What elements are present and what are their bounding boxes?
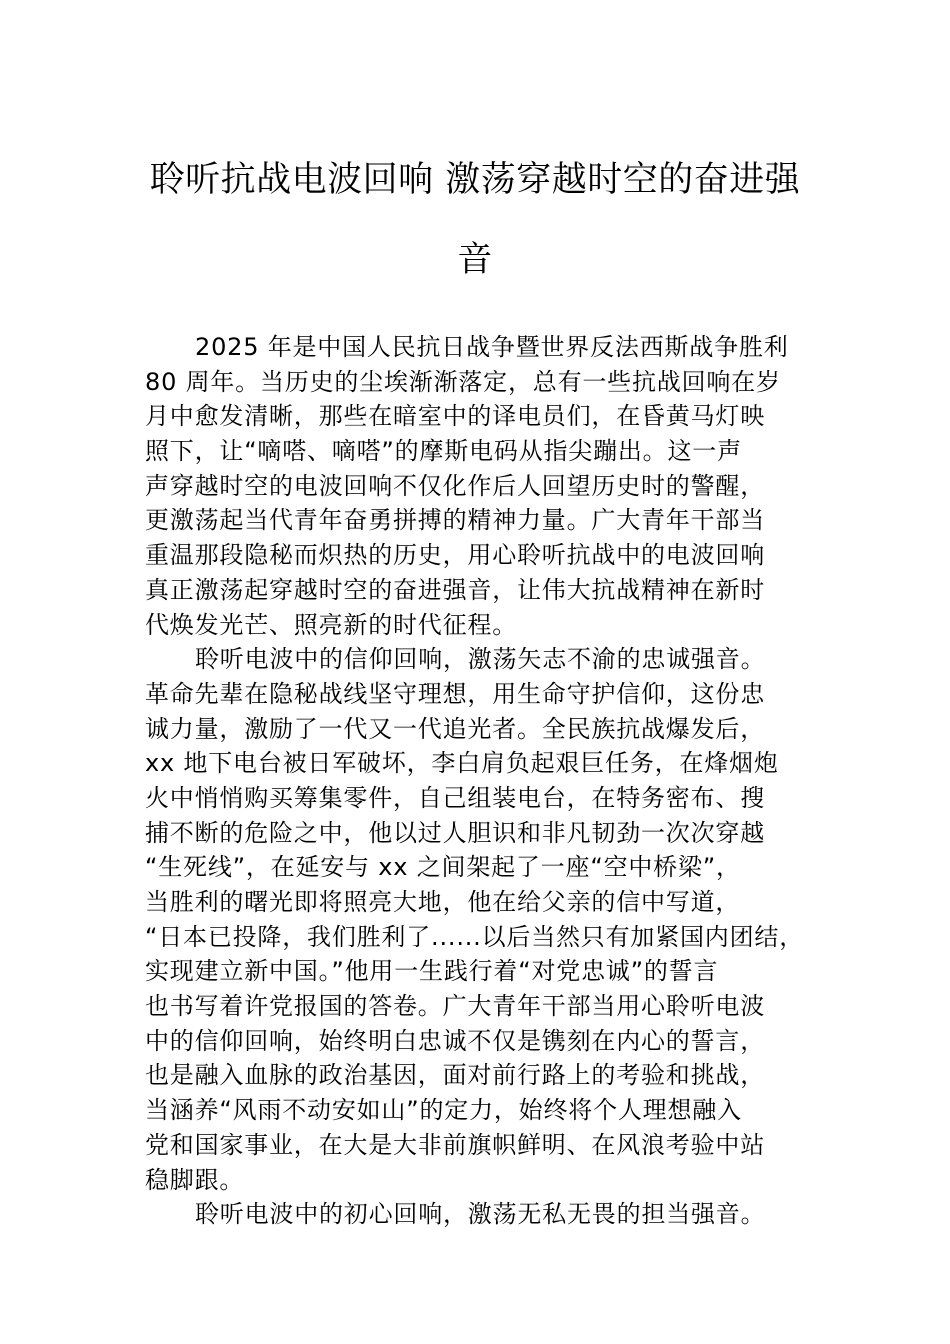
paragraph-2-line: 捕不断的危险之中，他以过人胆识和非凡韧劲一次次穿越 [145, 818, 765, 847]
paragraph-1-line: 声穿越时空的电波回响不仅化作后人回望历史时的警醒， [145, 471, 765, 500]
paragraph-2-line: “生死线”，在延安与 xx 之间架起了一座“空中桥梁”， [145, 853, 741, 882]
paragraph-2-line: 党和国家事业，在大是大非前旗帜鲜明、在风浪考验中站 [145, 1130, 765, 1159]
paragraph-1-line: 更激荡起当代青年奋勇拼搏的精神力量。广大青年干部当 [145, 506, 765, 535]
paragraph-1-line: 月中愈发清晰，那些在暗室中的译电员们，在昏黄马灯映 [145, 402, 765, 431]
paragraph-2-line: 中的信仰回响，始终明白忠诚不仅是镌刻在内心的誓言， [145, 1026, 765, 1055]
title-line-2: 音 [457, 240, 493, 280]
document-title [140, 160, 810, 280]
title-line-1: 聆听抗战电波回响 激荡穿越时空的奋进强 [149, 160, 801, 200]
paragraph-2-line: xx 地下电台被日军破坏，李白肩负起艰巨任务，在烽烟炮 [145, 749, 779, 778]
paragraph-2-line: 火中悄悄购买筹集零件，自己组装电台，在特务密布、搜 [145, 783, 765, 812]
paragraph-2-line: 也书写着许党报国的答卷。广大青年干部当用心聆听电波 [145, 992, 765, 1021]
paragraph-1-line: 80 周年。当历史的尘埃渐渐落定，总有一些抗战回响在岁 [145, 367, 781, 396]
paragraph-1-line: 重温那段隐秘而炽热的历史，用心聆听抗战中的电波回响 [145, 541, 765, 570]
paragraph-2-line: 革命先辈在隐秘战线坚守理想，用生命守护信仰，这份忠 [145, 679, 765, 708]
paragraph-2-line: 实现建立新中国。”他用一生践行着“对党忠诚”的誓言 [145, 957, 719, 986]
paragraph-2-line: 当涵养“风雨不动安如山”的定力，始终将个人理想融入 [145, 1096, 742, 1125]
paragraph-1-line: 照下，让“嘀嗒、嘀嗒”的摩斯电码从指尖蹦出。这一声 [145, 437, 742, 466]
document-body [145, 330, 815, 1232]
paragraph-2-line: 也是融入血脉的政治基因，面对前行路上的考验和挑战， [145, 1061, 765, 1090]
paragraph-2-line: 诚力量，激励了一代又一代追光者。全民族抗战爆发后， [145, 714, 765, 743]
paragraph-2-line: 稳脚跟。 [145, 1165, 245, 1194]
paragraph-2-line: 聆听电波中的信仰回响，激荡矢志不渝的忠诚强音。 [195, 645, 766, 674]
paragraph-1-line: 代焕发光芒、照亮新的时代征程。 [145, 610, 517, 639]
paragraph-3-line: 聆听电波中的初心回响，激荡无私无畏的担当强音。 [195, 1200, 766, 1229]
paragraph-1-line: 真正激荡起穿越时空的奋进强音，让伟大抗战精神在新时 [145, 575, 765, 604]
paragraph-2-line: 当胜利的曙光即将照亮大地，他在给父亲的信中写道， [145, 888, 741, 916]
paragraph-1-line: 2025 年是中国人民抗日战争暨世界反法西斯战争胜利 [195, 333, 789, 361]
paragraph-2-line: “日本已投降，我们胜利了......以后当然只有加紧国内团结， [145, 922, 805, 951]
